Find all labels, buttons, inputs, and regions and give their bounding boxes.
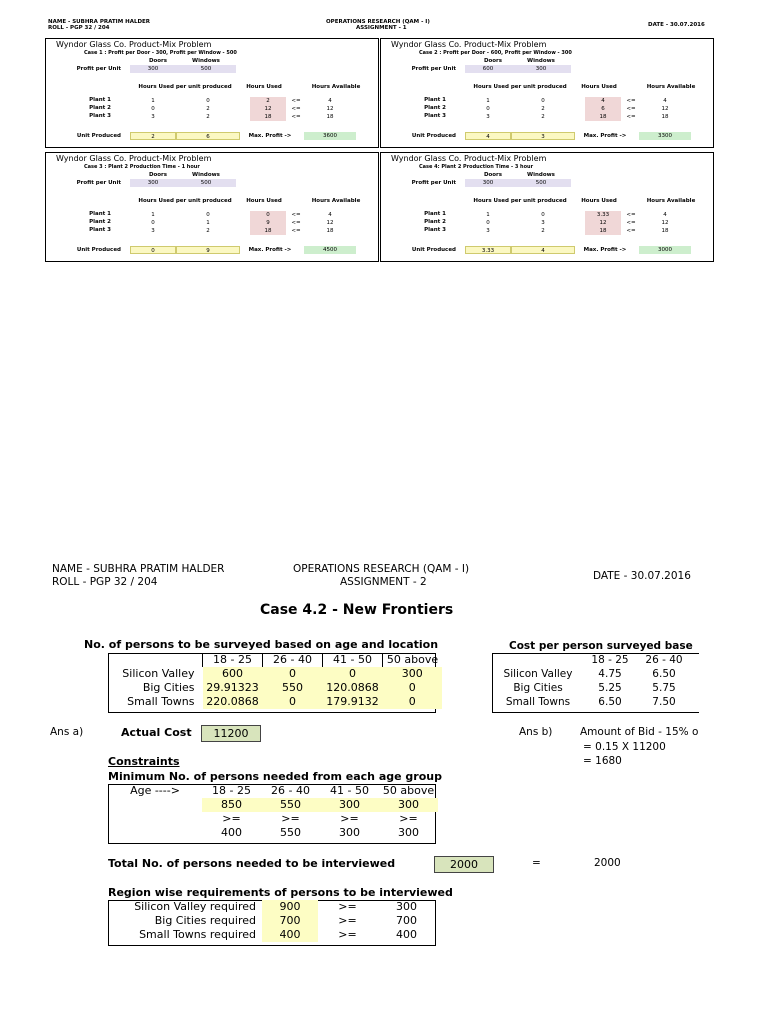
min-req-cell: 400	[221, 826, 242, 839]
constraint-op: <=	[626, 220, 636, 226]
hours-door: 1	[486, 98, 490, 104]
hours-window: 1	[206, 220, 210, 226]
windows-header: Windows	[192, 58, 220, 64]
units-windows: 9	[176, 246, 240, 254]
plant-label: Plant 1	[424, 211, 446, 217]
min-persons-heading: Minimum No. of persons needed from each age group	[108, 770, 442, 783]
a1-assignment: ASSIGNMENT - 1	[356, 25, 407, 31]
cost-heading: Cost per person surveyed base	[509, 640, 693, 652]
region-label: Small Towns required	[139, 928, 256, 941]
hours-window: 2	[541, 114, 545, 120]
hours-used: 0	[250, 211, 286, 219]
min-req-cell: 300	[398, 826, 419, 839]
region-value: 400	[262, 928, 318, 942]
hours-used: 12	[250, 105, 286, 113]
hours-door: 3	[151, 228, 155, 234]
doors-header: Doors	[148, 58, 168, 64]
panel-subtitle: Case 4: Plant 2 Production Time - 3 hour	[419, 164, 534, 170]
survey-cell: 0	[383, 695, 443, 709]
cost-age-header: 18 - 25	[591, 654, 629, 666]
hours-available: 18	[661, 228, 669, 234]
hours-window: 2	[541, 106, 545, 112]
profit-window: 500	[176, 65, 236, 73]
region-heading: Region wise requirements of persons to be interviewed	[108, 886, 453, 899]
max-profit-label: Max. Profit ->	[583, 133, 627, 139]
units-doors: 4	[465, 132, 511, 140]
profit-window: 500	[176, 179, 236, 187]
hours-available-header: Hours Available	[646, 198, 696, 204]
a2-assignment: ASSIGNMENT - 2	[340, 576, 427, 588]
min-op-cell: >=	[281, 812, 300, 825]
location-label: Big Cities	[142, 681, 195, 694]
plant-label: Plant 2	[89, 105, 111, 111]
ans-a-label: Ans a)	[50, 726, 84, 738]
region-required: 400	[396, 928, 417, 941]
constraints-heading: Constraints	[108, 755, 180, 768]
hours-used: 3.33	[585, 211, 621, 219]
constraint-op: <=	[291, 98, 301, 104]
units-doors: 3.33	[465, 246, 511, 254]
bid-line-2: = 0.15 X 11200	[583, 741, 666, 753]
hours-used: 18	[250, 113, 286, 121]
hours-window: 2	[206, 106, 210, 112]
hours-window: 2	[206, 228, 210, 234]
age-arrow-label: Age ---->	[130, 784, 180, 797]
age-col-header: 50 above	[382, 784, 435, 797]
min-total-cell: 300	[379, 798, 438, 812]
hours-available: 4	[663, 212, 667, 218]
product-mix-panel-case-2	[380, 38, 714, 148]
panel-title: Wyndor Glass Co. Product-Mix Problem	[391, 154, 547, 163]
a2-date: DATE - 30.07.2016	[593, 570, 691, 582]
hours-door: 3	[486, 228, 490, 234]
min-op-cell: >=	[399, 812, 418, 825]
total-persons-label: Total No. of persons needed to be interviewed	[108, 857, 396, 870]
min-req-cell: 550	[280, 826, 301, 839]
hours-available: 12	[326, 106, 334, 112]
profit-per-unit-label: Profit per Unit	[76, 66, 121, 72]
hours-used: 6	[585, 105, 621, 113]
panel-subtitle: Case 3 : Plant 2 Production Time - 1 hour	[84, 164, 200, 170]
cost-location-label: Big Cities	[513, 682, 563, 694]
hours-window: 0	[541, 212, 545, 218]
hours-available: 4	[328, 98, 332, 104]
max-profit-label: Max. Profit ->	[248, 247, 292, 253]
region-required: 300	[396, 900, 417, 913]
windows-header: Windows	[527, 172, 555, 178]
product-mix-panel-case-4	[380, 152, 714, 262]
survey-cell: 0	[383, 681, 443, 695]
panel-subtitle: Case 2 : Profit per Door - 600, Profit per Window - 300	[419, 50, 572, 56]
age-col-header: 50 above	[383, 653, 443, 667]
min-persons-table	[108, 784, 438, 840]
hours-used-header: Hours Used	[581, 84, 617, 90]
hours-door: 1	[151, 98, 155, 104]
age-col-header: 26 - 40	[263, 653, 323, 667]
plant-label: Plant 3	[89, 113, 111, 119]
max-profit-value: 3600	[304, 132, 356, 140]
plant-label: Plant 3	[424, 227, 446, 233]
hours-door: 0	[151, 220, 155, 226]
actual-cost-label: Actual Cost	[121, 726, 192, 739]
hours-door: 0	[486, 220, 490, 226]
hours-available: 18	[326, 114, 334, 120]
units-windows: 4	[511, 246, 575, 254]
case-title: Case 4.2 - New Frontiers	[260, 602, 454, 618]
min-op-cell: >=	[222, 812, 241, 825]
min-req-cell: 300	[339, 826, 360, 839]
product-mix-panel-case-3	[45, 152, 379, 262]
cost-cell: 7.50	[652, 696, 676, 708]
doors-header: Doors	[483, 172, 503, 178]
profit-window: 500	[511, 179, 571, 187]
hours-used: 2	[250, 97, 286, 105]
hours-used: 18	[585, 227, 621, 235]
profit-per-unit-label: Profit per Unit	[76, 180, 121, 186]
age-col-header: 41 - 50	[323, 653, 383, 667]
hours-per-unit-header: Hours Used per unit produced	[138, 84, 232, 90]
plant-label: Plant 1	[424, 97, 446, 103]
total-required: 2000	[594, 857, 621, 869]
units-doors: 0	[130, 246, 176, 254]
hours-door: 3	[151, 114, 155, 120]
unit-produced-label: Unit Produced	[76, 133, 121, 139]
unit-produced-label: Unit Produced	[76, 247, 121, 253]
profit-window: 300	[511, 65, 571, 73]
hours-used: 18	[250, 227, 286, 235]
survey-cell: 120.0868	[323, 681, 383, 695]
min-total-cell: 300	[320, 798, 379, 812]
cost-cell: 5.75	[652, 682, 676, 694]
survey-cell: 0	[263, 695, 323, 709]
cost-location-label: Silicon Valley	[503, 668, 573, 680]
hours-used-header: Hours Used	[246, 198, 282, 204]
a2-name: NAME - SUBHRA PRATIM HALDER	[52, 563, 225, 575]
hours-available: 12	[661, 220, 669, 226]
hours-window: 3	[541, 220, 545, 226]
hours-used: 9	[250, 219, 286, 227]
region-value: 700	[262, 914, 318, 928]
survey-cell: 600	[203, 667, 263, 681]
ans-b-label: Ans b)	[519, 726, 553, 738]
max-profit-value: 4500	[304, 246, 356, 254]
min-op-cell: >=	[340, 812, 359, 825]
hours-window: 2	[541, 228, 545, 234]
region-label: Silicon Valley required	[134, 900, 256, 913]
hours-per-unit-header: Hours Used per unit produced	[473, 198, 567, 204]
hours-door: 0	[151, 106, 155, 112]
hours-used-header: Hours Used	[246, 84, 282, 90]
max-profit-value: 3300	[639, 132, 691, 140]
location-label: Silicon Valley	[122, 667, 195, 680]
hours-available: 18	[661, 114, 669, 120]
hours-available-header: Hours Available	[646, 84, 696, 90]
plant-label: Plant 2	[424, 219, 446, 225]
constraint-op: <=	[291, 106, 301, 112]
plant-label: Plant 3	[89, 227, 111, 233]
constraint-op: <=	[291, 220, 301, 226]
hours-used: 4	[585, 97, 621, 105]
max-profit-label: Max. Profit ->	[583, 247, 627, 253]
bid-line-3: = 1680	[583, 755, 622, 767]
windows-header: Windows	[192, 172, 220, 178]
constraint-op: <=	[291, 114, 301, 120]
profit-per-unit-label: Profit per Unit	[411, 66, 456, 72]
hours-available-header: Hours Available	[311, 198, 361, 204]
units-windows: 6	[176, 132, 240, 140]
profit-per-unit-label: Profit per Unit	[411, 180, 456, 186]
a1-name: NAME - SUBHRA PRATIM HALDER	[48, 19, 151, 25]
panel-title: Wyndor Glass Co. Product-Mix Problem	[391, 40, 547, 49]
product-mix-panel-case-1	[45, 38, 379, 148]
constraint-op: <=	[626, 98, 636, 104]
panel-title: Wyndor Glass Co. Product-Mix Problem	[56, 154, 212, 163]
hours-door: 1	[486, 212, 490, 218]
constraint-op: <=	[626, 228, 636, 234]
hours-available: 12	[326, 220, 334, 226]
unit-produced-label: Unit Produced	[411, 133, 456, 139]
units-doors: 2	[130, 132, 176, 140]
region-op: >=	[338, 900, 357, 913]
actual-cost-value: 11200	[201, 725, 261, 742]
hours-available-header: Hours Available	[311, 84, 361, 90]
cost-cell: 4.75	[598, 668, 622, 680]
total-equals: =	[532, 857, 541, 869]
hours-door: 3	[486, 114, 490, 120]
a1-subject: OPERATIONS RESEARCH (QAM - I)	[326, 19, 430, 25]
cost-table	[493, 653, 691, 709]
region-label: Big Cities required	[154, 914, 256, 927]
max-profit-label: Max. Profit ->	[248, 133, 292, 139]
survey-heading: No. of persons to be surveyed based on age and location	[84, 638, 439, 651]
profit-door: 600	[465, 65, 511, 73]
cost-cell: 5.25	[598, 682, 622, 694]
panel-subtitle: Case 1 : Profit per Door - 300, Profit per Window - 500	[84, 50, 237, 56]
region-op: >=	[338, 914, 357, 927]
survey-cell: 0	[263, 667, 323, 681]
age-col-header: 18 - 25	[203, 653, 263, 667]
constraint-op: <=	[291, 212, 301, 218]
doors-header: Doors	[148, 172, 168, 178]
doors-header: Doors	[483, 58, 503, 64]
plant-label: Plant 3	[424, 113, 446, 119]
cost-cell: 6.50	[652, 668, 676, 680]
cost-location-label: Small Towns	[505, 696, 571, 708]
region-op: >=	[338, 928, 357, 941]
survey-cell: 300	[383, 667, 443, 681]
hours-per-unit-header: Hours Used per unit produced	[138, 198, 232, 204]
survey-cell: 29.91323	[203, 681, 263, 695]
survey-cell: 179.9132	[323, 695, 383, 709]
bid-line-1: Amount of Bid - 15% o	[580, 726, 698, 738]
hours-window: 0	[541, 98, 545, 104]
hours-used: 18	[585, 113, 621, 121]
region-table	[108, 900, 436, 942]
hours-window: 0	[206, 212, 210, 218]
plant-label: Plant 2	[89, 219, 111, 225]
age-col-header: 18 - 25	[212, 784, 251, 797]
min-total-cell: 850	[202, 798, 261, 812]
max-profit-value: 3000	[639, 246, 691, 254]
cost-age-header: 26 - 40	[645, 654, 683, 666]
age-col-header: 26 - 40	[271, 784, 310, 797]
constraint-op: <=	[626, 212, 636, 218]
cost-cell: 6.50	[598, 696, 622, 708]
min-total-cell: 550	[261, 798, 320, 812]
hours-door: 1	[151, 212, 155, 218]
constraint-op: <=	[626, 106, 636, 112]
region-required: 700	[396, 914, 417, 927]
region-value: 900	[262, 900, 318, 914]
panel-title: Wyndor Glass Co. Product-Mix Problem	[56, 40, 212, 49]
survey-cell: 550	[263, 681, 323, 695]
hours-available: 18	[326, 228, 334, 234]
plant-label: Plant 1	[89, 211, 111, 217]
profit-door: 300	[465, 179, 511, 187]
hours-door: 0	[486, 106, 490, 112]
hours-window: 2	[206, 114, 210, 120]
hours-available: 4	[328, 212, 332, 218]
hours-window: 0	[206, 98, 210, 104]
unit-produced-label: Unit Produced	[411, 247, 456, 253]
profit-door: 300	[130, 179, 176, 187]
total-persons-value: 2000	[434, 856, 494, 873]
plant-label: Plant 1	[89, 97, 111, 103]
survey-table	[108, 653, 442, 709]
plant-label: Plant 2	[424, 105, 446, 111]
a1-roll: ROLL - PGP 32 / 204	[48, 25, 110, 31]
a2-subject: OPERATIONS RESEARCH (QAM - I)	[293, 563, 470, 575]
age-col-header: 41 - 50	[330, 784, 369, 797]
windows-header: Windows	[527, 58, 555, 64]
hours-per-unit-header: Hours Used per unit produced	[473, 84, 567, 90]
hours-used: 12	[585, 219, 621, 227]
constraint-op: <=	[626, 114, 636, 120]
hours-available: 4	[663, 98, 667, 104]
hours-used-header: Hours Used	[581, 198, 617, 204]
constraint-op: <=	[291, 228, 301, 234]
survey-cell: 0	[323, 667, 383, 681]
units-windows: 3	[511, 132, 575, 140]
survey-cell: 220.0868	[203, 695, 263, 709]
location-label: Small Towns	[127, 695, 195, 708]
hours-available: 12	[661, 106, 669, 112]
profit-door: 300	[130, 65, 176, 73]
a1-date: DATE - 30.07.2016	[648, 22, 705, 28]
a2-roll: ROLL - PGP 32 / 204	[52, 576, 158, 588]
